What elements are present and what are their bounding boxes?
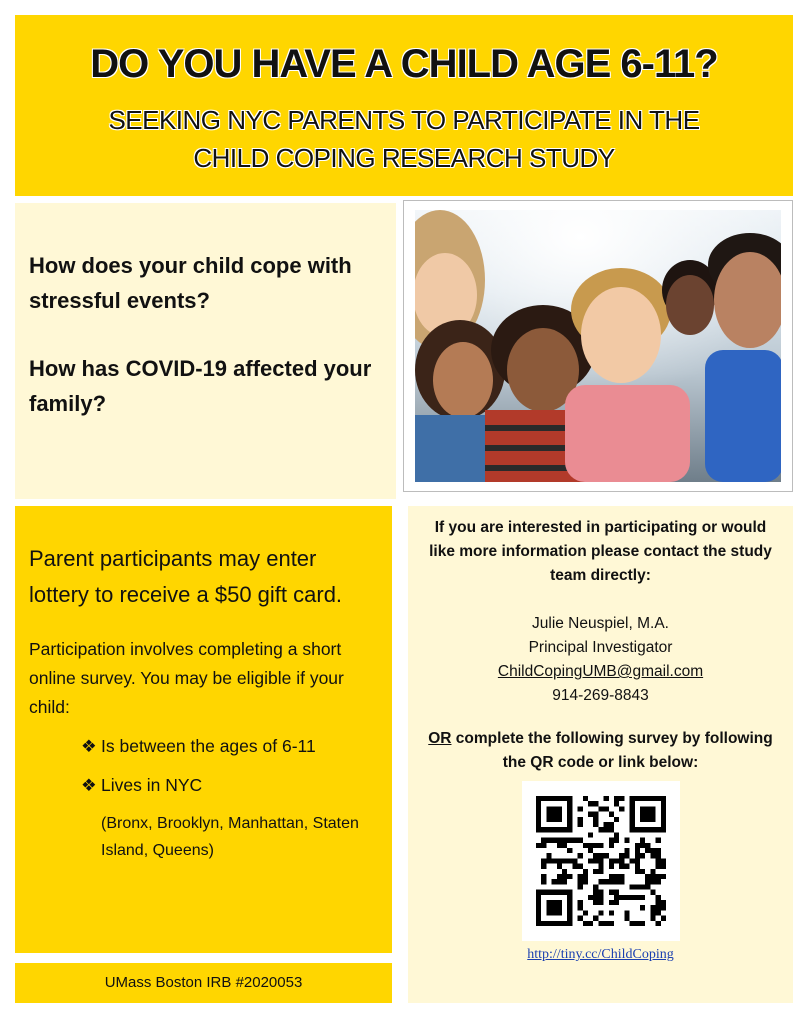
lottery-text: Parent participants may enter lottery to receive a $50 gift card. — [29, 546, 343, 607]
qr-intro-text: complete the following survey by following the QR code or link below: — [451, 730, 773, 771]
email-link[interactable]: ChildCopingUMB@gmail.com — [497, 663, 704, 680]
qr-intro — [421, 727, 781, 775]
contact-info — [408, 612, 793, 708]
children-photo — [415, 210, 781, 482]
or-emphasis: OR — [428, 730, 452, 747]
bullet-nyc-text: Lives in NYC — [101, 775, 203, 795]
question-coping: How does your child cope with stressful events? — [29, 253, 352, 313]
irb-footer: UMass Boston IRB #2020053 — [15, 963, 392, 1003]
diamond-bullet-icon: ❖ — [81, 736, 97, 756]
bullet-nyc — [81, 771, 378, 800]
participation-text: Participation involves completing a short online survey. You may be eligible if your child: — [29, 639, 344, 717]
diamond-bullet-icon: ❖ — [81, 775, 97, 795]
eligibility-panel — [15, 506, 392, 953]
phone-number: 914-269-8843 — [552, 687, 649, 704]
boroughs-text: (Bronx, Brooklyn, Manhattan, Staten Island, Queens) — [101, 815, 359, 859]
questions-panel — [15, 203, 396, 499]
investigator-name: Julie Neuspiel, M.A. — [532, 615, 669, 632]
subheadline-1: SEEKING NYC PARENTS TO PARTICIPATE IN THE — [108, 105, 700, 135]
qr-code-graphic — [536, 796, 666, 926]
header-banner — [15, 15, 793, 196]
children-photo-illustration — [415, 210, 781, 482]
photo-frame — [403, 200, 793, 492]
subheadline-2: CHILD COPING RESEARCH STUDY — [193, 143, 615, 173]
contact-intro: If you are interested in participating or would like more information please contact the study team directly: — [429, 519, 772, 584]
contact-panel — [408, 506, 793, 1003]
headline: DO YOU HAVE A CHILD AGE 6-11? — [90, 42, 718, 86]
bullet-age-text: Is between the ages of 6-11 — [101, 736, 316, 756]
survey-link[interactable]: http://tiny.cc/ChildCoping — [527, 947, 674, 962]
qr-code-icon[interactable] — [522, 781, 680, 941]
question-covid: How has COVID-19 affected your family? — [29, 356, 372, 416]
investigator-role: Principal Investigator — [528, 639, 673, 656]
bullet-age — [81, 732, 378, 761]
